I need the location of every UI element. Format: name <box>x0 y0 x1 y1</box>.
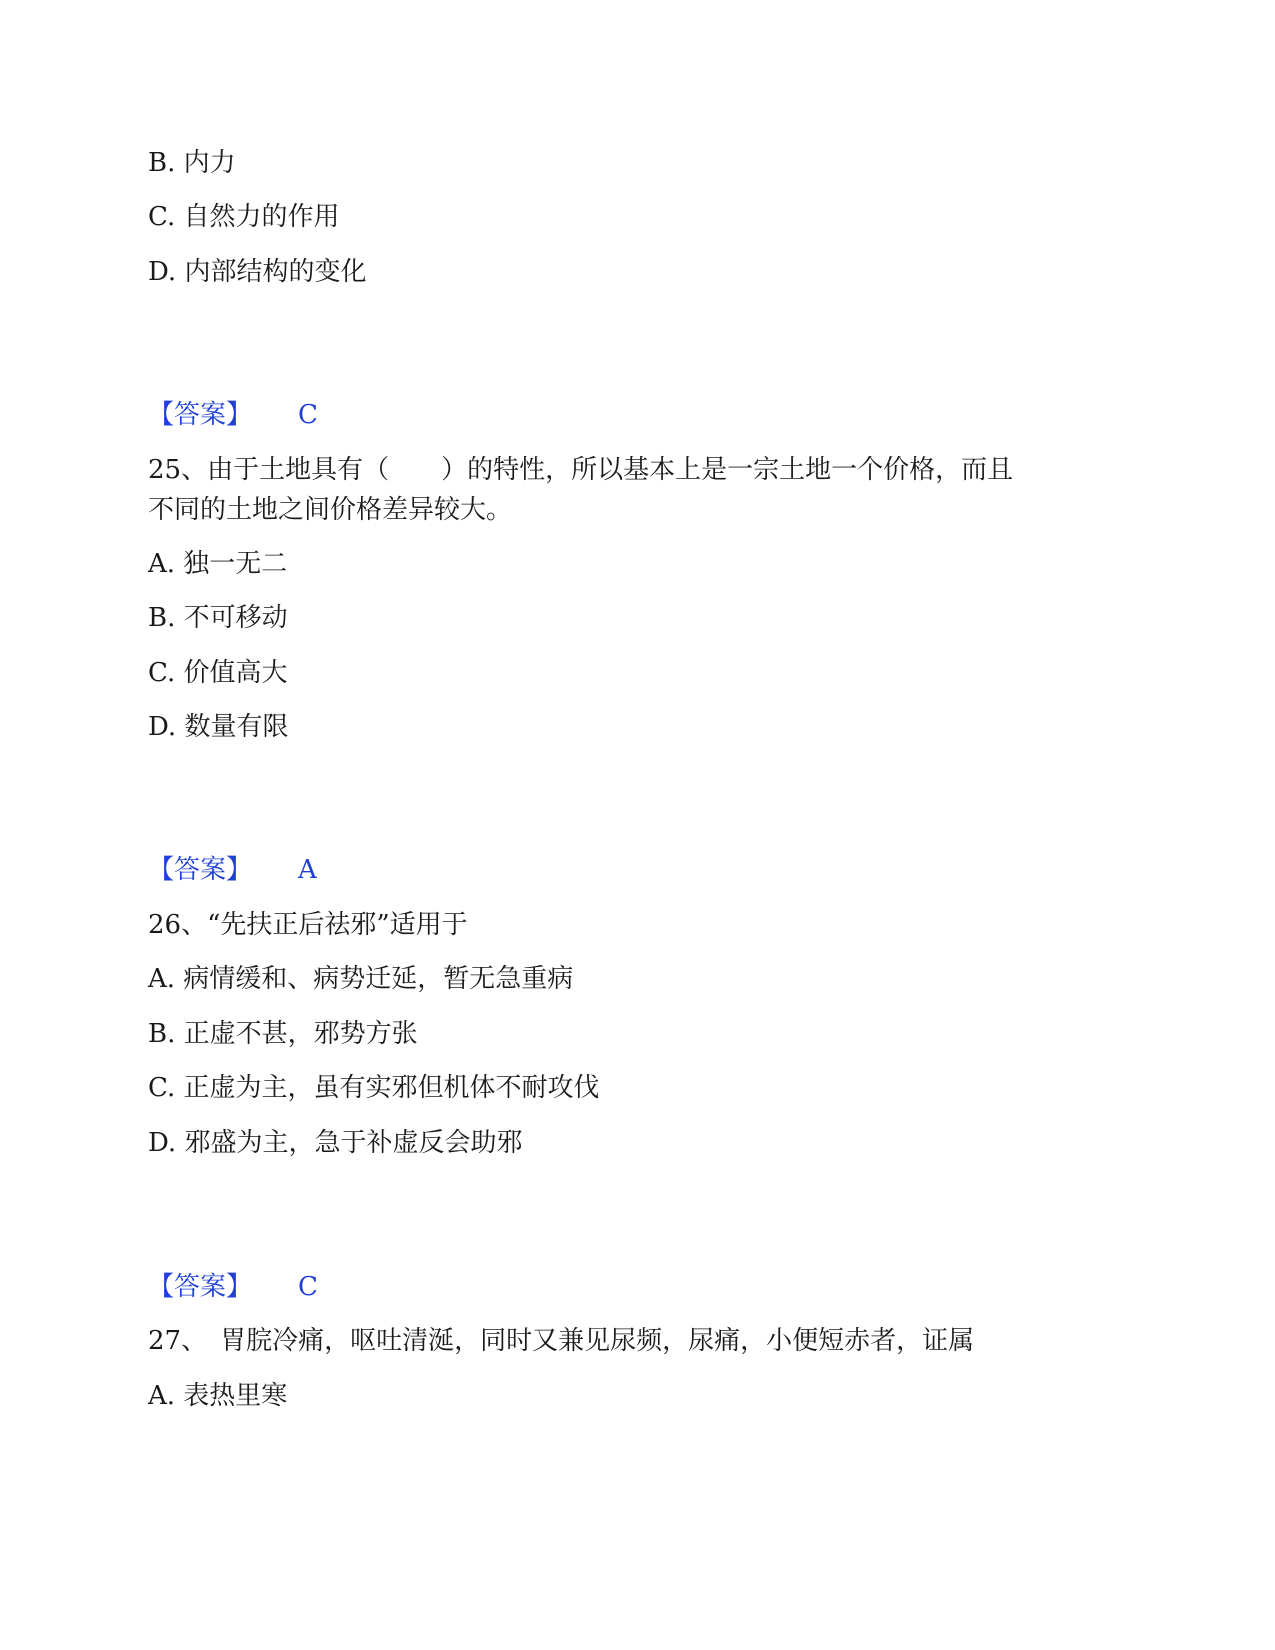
answer-line <box>148 1270 318 1304</box>
option-a: A. 病情缓和、病势迁延，暂无急重病 <box>148 964 574 994</box>
question-25-stem-line1: 25、由于土地具有（ ）的特性，所以基本上是一宗土地一个价格，而且 <box>148 455 1014 485</box>
option-a: A. 独一无二 <box>148 549 288 579</box>
question-25-stem-line2: 不同的土地之间价格差异较大。 <box>148 495 513 525</box>
option-d: D. 内部结构的变化 <box>148 257 367 287</box>
option-d: D. 数量有限 <box>148 712 289 742</box>
answer-letter: C <box>298 1272 318 1302</box>
option-d: D. 邪盛为主，急于补虚反会助邪 <box>148 1128 523 1158</box>
answer-label: 【答案】 <box>148 1272 253 1302</box>
question-26-stem: 26、“先扶正后祛邪”适用于 <box>148 910 468 940</box>
answer-label: 【答案】 <box>148 400 253 430</box>
option-b: B. 不可移动 <box>148 603 288 633</box>
answer-line <box>148 398 318 432</box>
option-a: A. 表热里寒 <box>148 1381 288 1411</box>
option-c: C. 正虚为主，虽有实邪但机体不耐攻伐 <box>148 1073 600 1103</box>
option-c: C. 自然力的作用 <box>148 202 340 232</box>
option-b: B. 内力 <box>148 148 236 178</box>
answer-line <box>148 853 317 887</box>
question-27-stem: 27、 胃脘冷痛，呕吐清涎，同时又兼见尿频，尿痛，小便短赤者，证属 <box>148 1326 975 1356</box>
answer-label: 【答案】 <box>148 855 253 885</box>
answer-letter: A <box>298 855 317 885</box>
option-b: B. 正虚不甚，邪势方张 <box>148 1019 418 1049</box>
option-c: C. 价值高大 <box>148 658 288 688</box>
answer-letter: C <box>298 400 318 430</box>
